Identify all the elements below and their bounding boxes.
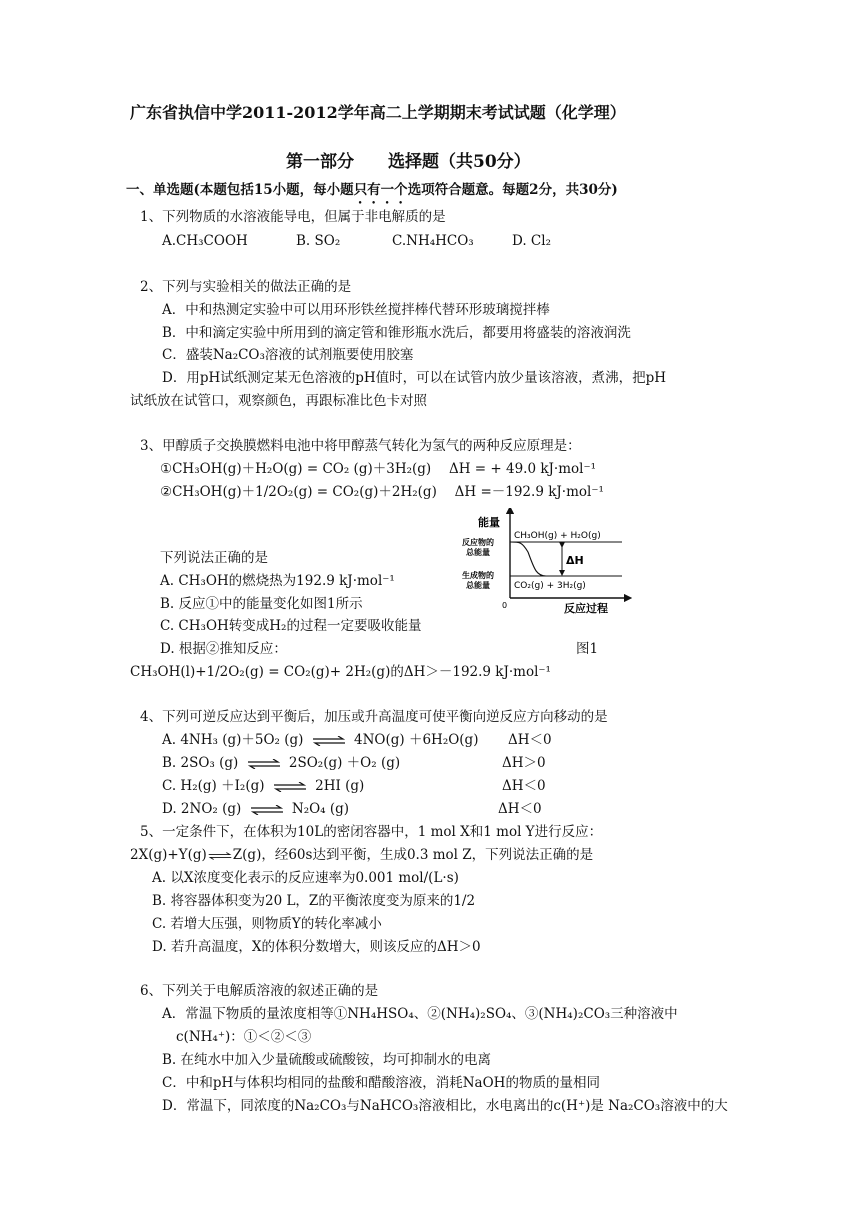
- reactant-energy-label-1: 反应物的: [462, 538, 494, 547]
- product-formula: CO₂(g) + 3H₂(g): [514, 581, 586, 591]
- q6-option-b: B. 在纯水中加入少量硫酸或硫酸铵，均可抑制水的电离: [162, 1052, 492, 1068]
- q4-option-b-right: 2SO₂(g) ＋O₂ (g): [288, 755, 401, 771]
- q5-option-b: B. 将容器体积变为20 L，Z的平衡浓度变为原来的1/2: [152, 893, 476, 909]
- equilibrium-arrow-icon: [247, 759, 281, 769]
- q1-option-b: B. SO₂: [296, 233, 341, 249]
- q2-option-d-line1: D．用pH试纸测定某无色溶液的pH值时，可以在试管内放少量该溶液，煮沸，把pH: [162, 370, 667, 386]
- reactant-energy-label-2: 总能量: [466, 548, 490, 557]
- energy-diagram: [462, 508, 632, 618]
- q4-option-a: [162, 731, 478, 749]
- q4-option-c: [162, 777, 364, 795]
- section-heading-post: 选项符合题意。每题2分，共30分): [407, 182, 618, 198]
- figure-caption: 图1: [576, 641, 599, 657]
- q4-option-a-enthalpy: ΔH＜0: [508, 732, 552, 748]
- x-axis-label: 反应过程: [564, 602, 608, 615]
- origin-label: 0: [502, 601, 508, 610]
- q6-stem: 6、下列关于电解质溶液的叙述正确的是: [140, 983, 379, 999]
- q4-option-c-left: C. H₂(g) ＋I₂(g): [162, 778, 265, 794]
- q5-option-c: C. 若增大压强，则物质Y的转化率减小: [152, 916, 382, 932]
- q2-option-c: C．盛装Na₂CO₃溶液的试剂瓶要使用胶塞: [162, 347, 414, 363]
- q1-stem: 1、下列物质的水溶液能导电，但属于非电解质的是: [140, 209, 446, 225]
- q4-option-c-right: 2HI (g): [315, 778, 365, 794]
- equilibrium-arrow-icon: [208, 851, 232, 861]
- product-energy-label-1: 生成物的: [462, 571, 494, 580]
- q3-reaction-1: ①CH₃OH(g)＋H₂O(g) = CO₂ (g)＋3H₂(g) ΔH = + 49.0 kJ·mol⁻¹: [160, 461, 597, 477]
- q3-stem: 3、甲醇质子交换膜燃料电池中将甲醇蒸气转化为氢气的两种反应原理是：: [140, 438, 581, 454]
- q4-option-b-enthalpy: ΔH＞0: [502, 755, 546, 771]
- q3-option-d-equation: CH₃OH(l)+1/2O₂(g) = CO₂(g)+ 2H₂(g)的ΔH＞－192.9 kJ·mol⁻¹: [130, 664, 551, 680]
- q4-stem: 4、下列可逆反应达到平衡后，加压或升高温度可使平衡向逆反应方向移动的是: [140, 709, 608, 725]
- q4-option-a-left: A. 4NH₃ (g)＋5O₂ (g): [162, 732, 304, 748]
- q4-option-a-right: 4NO(g) ＋6H₂O(g): [354, 732, 479, 748]
- q4-option-c-enthalpy: ΔH＜0: [502, 778, 546, 794]
- q1-option-a: A.CH₃COOH: [162, 233, 248, 249]
- q3-option-c: C. CH₃OH转变成H₂的过程一定要吸收能量: [160, 618, 422, 634]
- q6-option-a-line1: A．常温下物质的量浓度相等①NH₄HSO₄、②(NH₄)₂SO₄、③(NH₄)₂CO₃三种溶液中: [162, 1006, 678, 1022]
- part-heading: 第一部分 选择题（共50分）: [286, 152, 531, 172]
- q4-option-d: [162, 800, 349, 818]
- section-heading-emphasis: 只有一个: [353, 182, 408, 198]
- q3-option-b: B. 反应①中的能量变化如图1所示: [160, 596, 363, 612]
- q5-stem-line2: [130, 846, 593, 864]
- q6-option-a-line2: c(NH₄⁺)：①＜②＜③: [176, 1029, 312, 1045]
- q2-option-b: B．中和滴定实验中所用到的滴定管和锥形瓶水洗后，都要用将盛装的溶液润洗: [162, 325, 631, 341]
- q2-option-d-line2: 试纸放在试管口，观察颜色，再跟标准比色卡对照: [130, 393, 427, 409]
- q4-option-b-left: B. 2SO₃ (g): [162, 755, 239, 771]
- document-title: 广东省执信中学2011-2012学年高二上学期期末考试试题（化学理）: [130, 103, 626, 122]
- equilibrium-arrow-icon: [312, 736, 346, 746]
- equilibrium-arrow-icon: [250, 805, 284, 815]
- delta-h-label: ΔH: [566, 554, 584, 567]
- y-axis-label: 能量: [478, 516, 500, 529]
- q6-option-d: D．常温下，同浓度的Na₂CO₃与NaHCO₃溶液相比，水电离出的c(H⁺)是 Na₂CO₃溶液中的大: [162, 1098, 728, 1114]
- equilibrium-arrow-icon: [273, 782, 307, 792]
- q3-option-d: D. 根据②推知反应：: [160, 641, 287, 657]
- q4-option-b: [162, 754, 400, 772]
- q6-option-c: C．中和pH与体积均相同的盐酸和醋酸溶液，消耗NaOH的物质的量相同: [162, 1075, 600, 1091]
- q1-option-d: D. Cl₂: [512, 233, 551, 249]
- q2-option-a: A．中和热测定实验中可以用环形铁丝搅拌棒代替环形玻璃搅拌棒: [162, 302, 550, 318]
- product-energy-label-2: 总能量: [466, 581, 490, 590]
- q5-stem-line1: 5、一定条件下，在体积为10L的密闭容器中，1 mol X和1 mol Y进行反应：: [140, 824, 603, 840]
- q3-option-a: A. CH₃OH的燃烧热为192.9 kJ·mol⁻¹: [160, 573, 395, 589]
- q2-stem: 2、下列与实验相关的做法正确的是: [140, 279, 352, 295]
- reactant-formula: CH₃OH(g) + H₂O(g): [514, 531, 601, 541]
- q5-option-d: D. 若升高温度，X的体积分数增大，则该反应的ΔH＞0: [152, 939, 481, 955]
- q5-option-a: A. 以X浓度变化表示的反应速率为0.001 mol/(L·s): [152, 870, 459, 886]
- q3-ask: 下列说法正确的是: [160, 550, 268, 566]
- q4-option-d-right: N₂O₄ (g): [291, 801, 350, 817]
- q5-reaction-left: 2X(g)+Y(g): [130, 847, 207, 863]
- q4-option-d-enthalpy: ΔH＜0: [498, 801, 542, 817]
- q3-reaction-2: ②CH₃OH(g)＋1/2O₂(g) = CO₂(g)＋2H₂(g) ΔH =－192.9 kJ·mol⁻¹: [160, 484, 604, 500]
- section-heading: [126, 181, 618, 207]
- q5-reaction-right: Z(g)，经60s达到平衡，生成0.3 mol Z，下列说法正确的是: [232, 847, 594, 863]
- q4-option-d-left: D. 2NO₂ (g): [162, 801, 242, 817]
- section-heading-pre: 一、单选题(本题包括15小题，每小题: [126, 182, 354, 198]
- energy-curve: [510, 542, 546, 576]
- q1-option-c: C.NH₄HCO₃: [392, 233, 474, 249]
